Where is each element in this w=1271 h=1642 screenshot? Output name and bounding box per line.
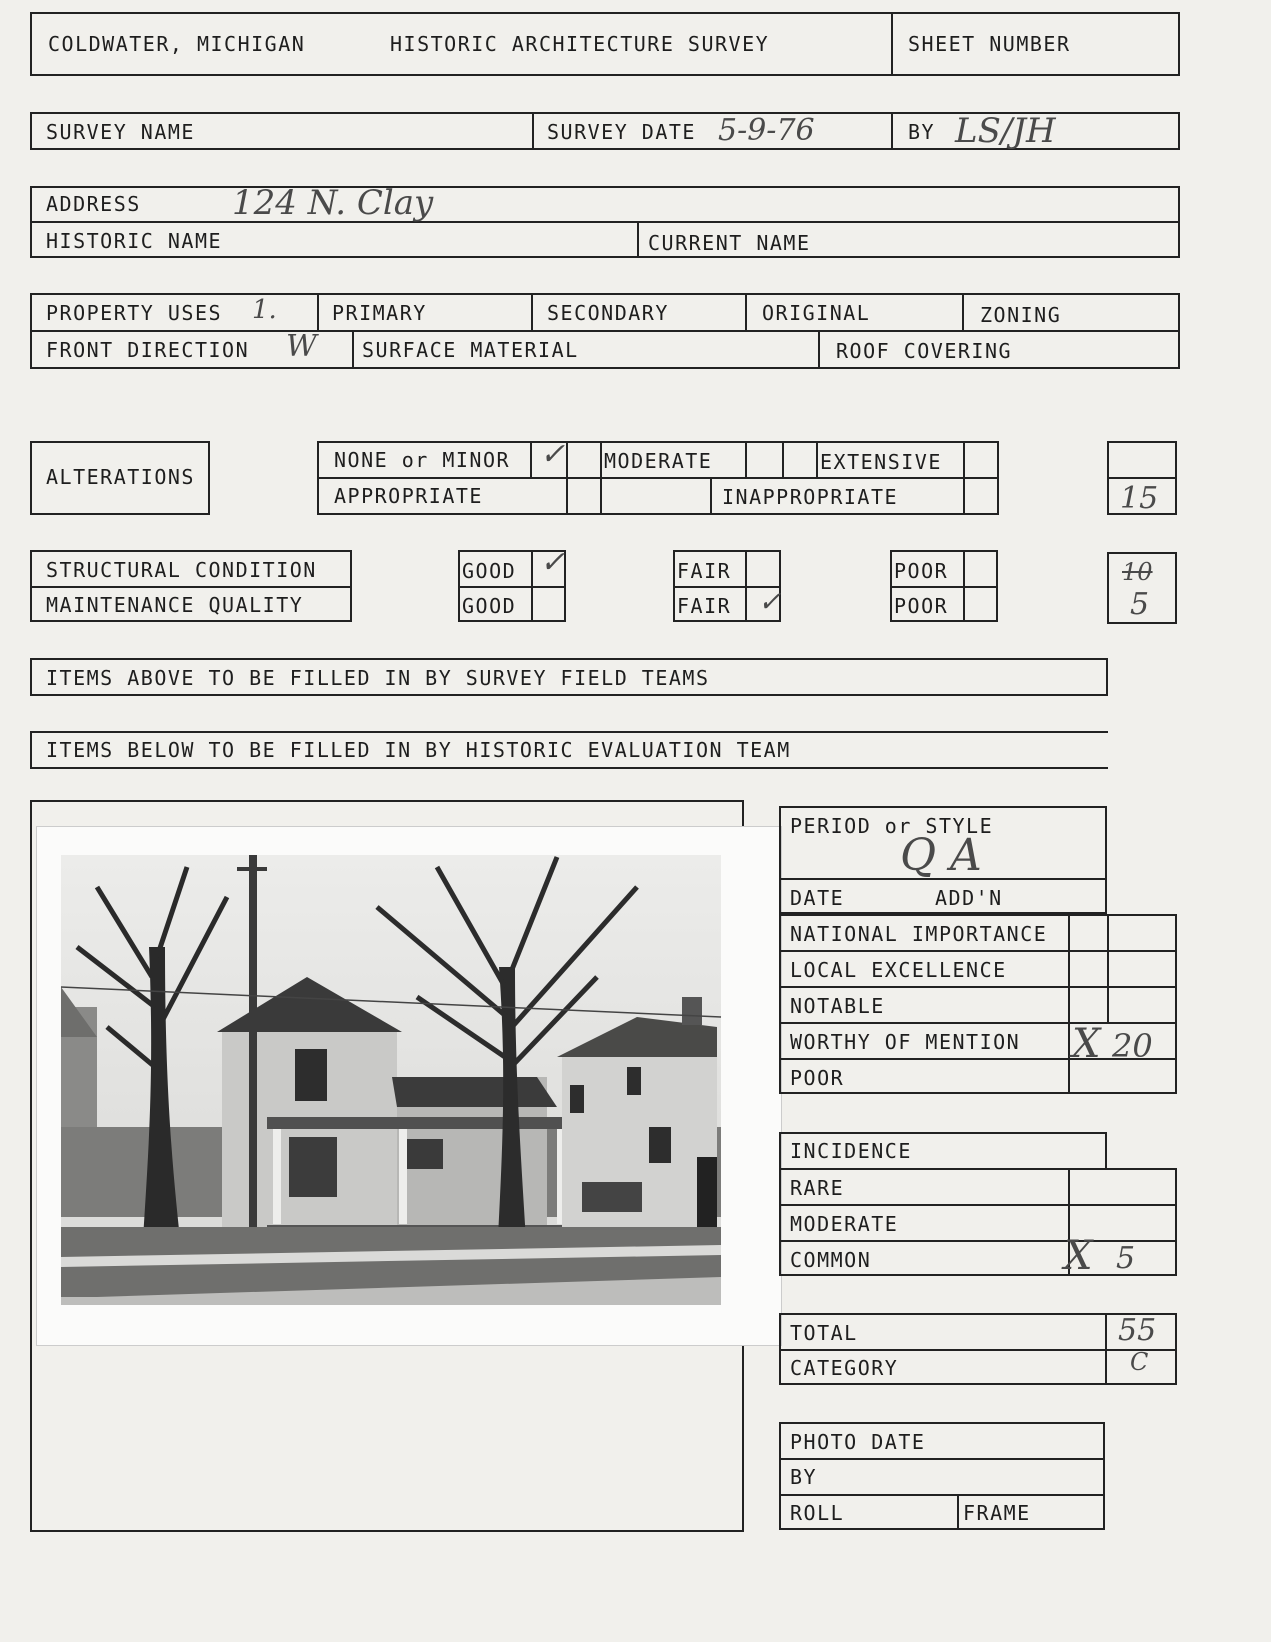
common-x: X — [1064, 1233, 1093, 1279]
condition-score: 5 — [1130, 587, 1150, 622]
condition-label-mid — [30, 586, 352, 588]
front-direction-label: FRONT DIRECTION — [46, 338, 250, 362]
category-value: C — [1130, 1348, 1149, 1376]
structural-poor: POOR — [894, 559, 949, 583]
alt-v4 — [745, 441, 747, 477]
surface-material-label: SURFACE MATERIAL — [362, 338, 579, 362]
historic-name-label: HISTORIC NAME — [46, 229, 223, 253]
name-divider — [637, 221, 639, 258]
photo-date-label: PHOTO DATE — [790, 1430, 926, 1454]
total-label: TOTAL — [790, 1321, 858, 1345]
address-label: ADDRESS — [46, 192, 141, 216]
header-divider — [891, 12, 893, 76]
local-excellence-label: LOCAL EXCELLENCE — [790, 958, 1007, 982]
uses-v1 — [317, 293, 319, 330]
zoning-label: ZONING — [980, 303, 1062, 327]
addn-label: ADD'N — [935, 886, 1003, 910]
structural-fair: FAIR — [677, 559, 732, 583]
poor-mid — [890, 586, 998, 588]
incidence-label: INCIDENCE — [790, 1139, 912, 1163]
survey-name-label: SURVEY NAME — [46, 120, 195, 144]
national-importance-label: NATIONAL IMPORTANCE — [790, 922, 1048, 946]
importance-h1 — [779, 950, 1177, 952]
front-direction-value: W — [286, 329, 317, 364]
maintenance-quality-label: MAINTENANCE QUALITY — [46, 593, 304, 617]
survey-title: HISTORIC ARCHITECTURE SURVEY — [390, 32, 770, 56]
sheet-number-label: SHEET NUMBER — [908, 32, 1071, 56]
importance-v1 — [1068, 914, 1070, 1094]
importance-h2 — [779, 986, 1177, 988]
address-value: 124 N. Clay — [232, 183, 434, 223]
importance-v2 — [1107, 914, 1109, 1022]
uses-divider — [30, 330, 1180, 332]
alt-moderate: MODERATE — [604, 449, 713, 473]
property-uses-value: 1. — [252, 295, 277, 325]
total-value: 55 — [1118, 1313, 1157, 1348]
uses-v2 — [531, 293, 533, 330]
alt-none-minor-check: ✓ — [540, 437, 566, 472]
survey-date-value: 5-9-76 — [718, 113, 815, 148]
alt-extensive: EXTENSIVE — [820, 450, 942, 474]
structural-condition-label: STRUCTURAL CONDITION — [46, 558, 317, 582]
moderate-incidence-label: MODERATE — [790, 1212, 899, 1236]
rare-label: RARE — [790, 1176, 845, 1200]
alt-appropriate: APPROPRIATE — [334, 484, 483, 508]
alt-v7 — [710, 477, 712, 515]
roll-label: ROLL — [790, 1501, 845, 1525]
alt-v5 — [782, 441, 784, 477]
survey-by-label: BY — [908, 120, 936, 144]
structural-good-check: ✓ — [540, 545, 566, 580]
alterations-mid — [317, 477, 999, 479]
worthy-of-mention-x: X — [1072, 1021, 1101, 1067]
fair-v — [745, 550, 747, 622]
alt-v2 — [566, 441, 568, 515]
worthy-of-mention-label: WORTHY OF MENTION — [790, 1030, 1021, 1054]
totals-v — [1105, 1313, 1107, 1385]
uses-v5 — [352, 330, 354, 369]
alt-none-minor: NONE or MINOR — [334, 448, 511, 472]
poor-v — [963, 550, 965, 622]
good-v — [531, 550, 533, 622]
frame-label: FRAME — [963, 1501, 1031, 1525]
structural-good: GOOD — [462, 559, 517, 583]
common-score: 5 — [1116, 1241, 1136, 1276]
date-label: DATE — [790, 886, 845, 910]
alterations-score: 15 — [1120, 481, 1159, 516]
notable-label: NOTABLE — [790, 994, 885, 1018]
maintenance-fair: FAIR — [677, 594, 732, 618]
incidence-right — [1105, 1132, 1107, 1168]
survey-by-value: LS/JH — [955, 111, 1056, 151]
photo-info-h1 — [779, 1458, 1105, 1460]
current-name-label: CURRENT NAME — [648, 231, 811, 255]
totals-mid — [779, 1349, 1177, 1351]
alt-v8 — [963, 441, 965, 515]
poor-eval-label: POOR — [790, 1066, 845, 1090]
incidence-h2 — [779, 1204, 1177, 1206]
property-uses-label: PROPERTY USES — [46, 301, 223, 325]
evaluation-team-text: ITEMS BELOW TO BE FILLED IN BY HISTORIC EVALUATION TEAM — [46, 738, 791, 762]
maintenance-fair-check: ✓ — [758, 585, 782, 618]
good-mid — [458, 586, 566, 588]
period-style-label: PERIOD or STYLE — [790, 814, 994, 838]
period-style-value: Q A — [900, 830, 982, 881]
incidence-v2 — [1175, 1168, 1177, 1276]
secondary-label: SECONDARY — [547, 301, 669, 325]
survey-divider-1 — [532, 112, 534, 150]
maintenance-good: GOOD — [462, 594, 517, 618]
maintenance-poor: POOR — [894, 594, 949, 618]
common-label: COMMON — [790, 1248, 872, 1272]
importance-h3 — [779, 1022, 1177, 1024]
address-divider — [30, 221, 1180, 223]
primary-label: PRIMARY — [332, 301, 427, 325]
roof-covering-label: ROOF COVERING — [836, 339, 1013, 363]
alterations-label: ALTERATIONS — [46, 465, 195, 489]
alterations-score-mid — [1107, 477, 1177, 479]
photo-by-label: BY — [790, 1465, 818, 1489]
photo-info-v — [957, 1494, 959, 1530]
alt-v3 — [600, 441, 602, 515]
alt-inappropriate: INAPPROPRIATE — [722, 485, 899, 509]
alt-v6 — [816, 441, 818, 477]
field-teams-text: ITEMS ABOVE TO BE FILLED IN BY SURVEY FIELD TEAMS — [46, 666, 710, 690]
location-title: COLDWATER, MICHIGAN — [48, 32, 306, 56]
uses-v4 — [962, 293, 964, 330]
house-photograph — [36, 826, 782, 1346]
worthy-of-mention-score: 20 — [1112, 1027, 1153, 1065]
incidence-h1 — [779, 1168, 1177, 1170]
alt-v1 — [530, 441, 532, 477]
house-photo-image — [37, 827, 781, 1345]
survey-date-label: SURVEY DATE — [547, 120, 696, 144]
photo-info-h2 — [779, 1494, 1105, 1496]
category-label: CATEGORY — [790, 1356, 899, 1380]
original-label: ORIGINAL — [762, 301, 871, 325]
uses-v3 — [745, 293, 747, 330]
survey-divider-2 — [891, 112, 893, 150]
uses-v6 — [818, 330, 820, 369]
condition-score-struck: 10 — [1122, 558, 1153, 586]
